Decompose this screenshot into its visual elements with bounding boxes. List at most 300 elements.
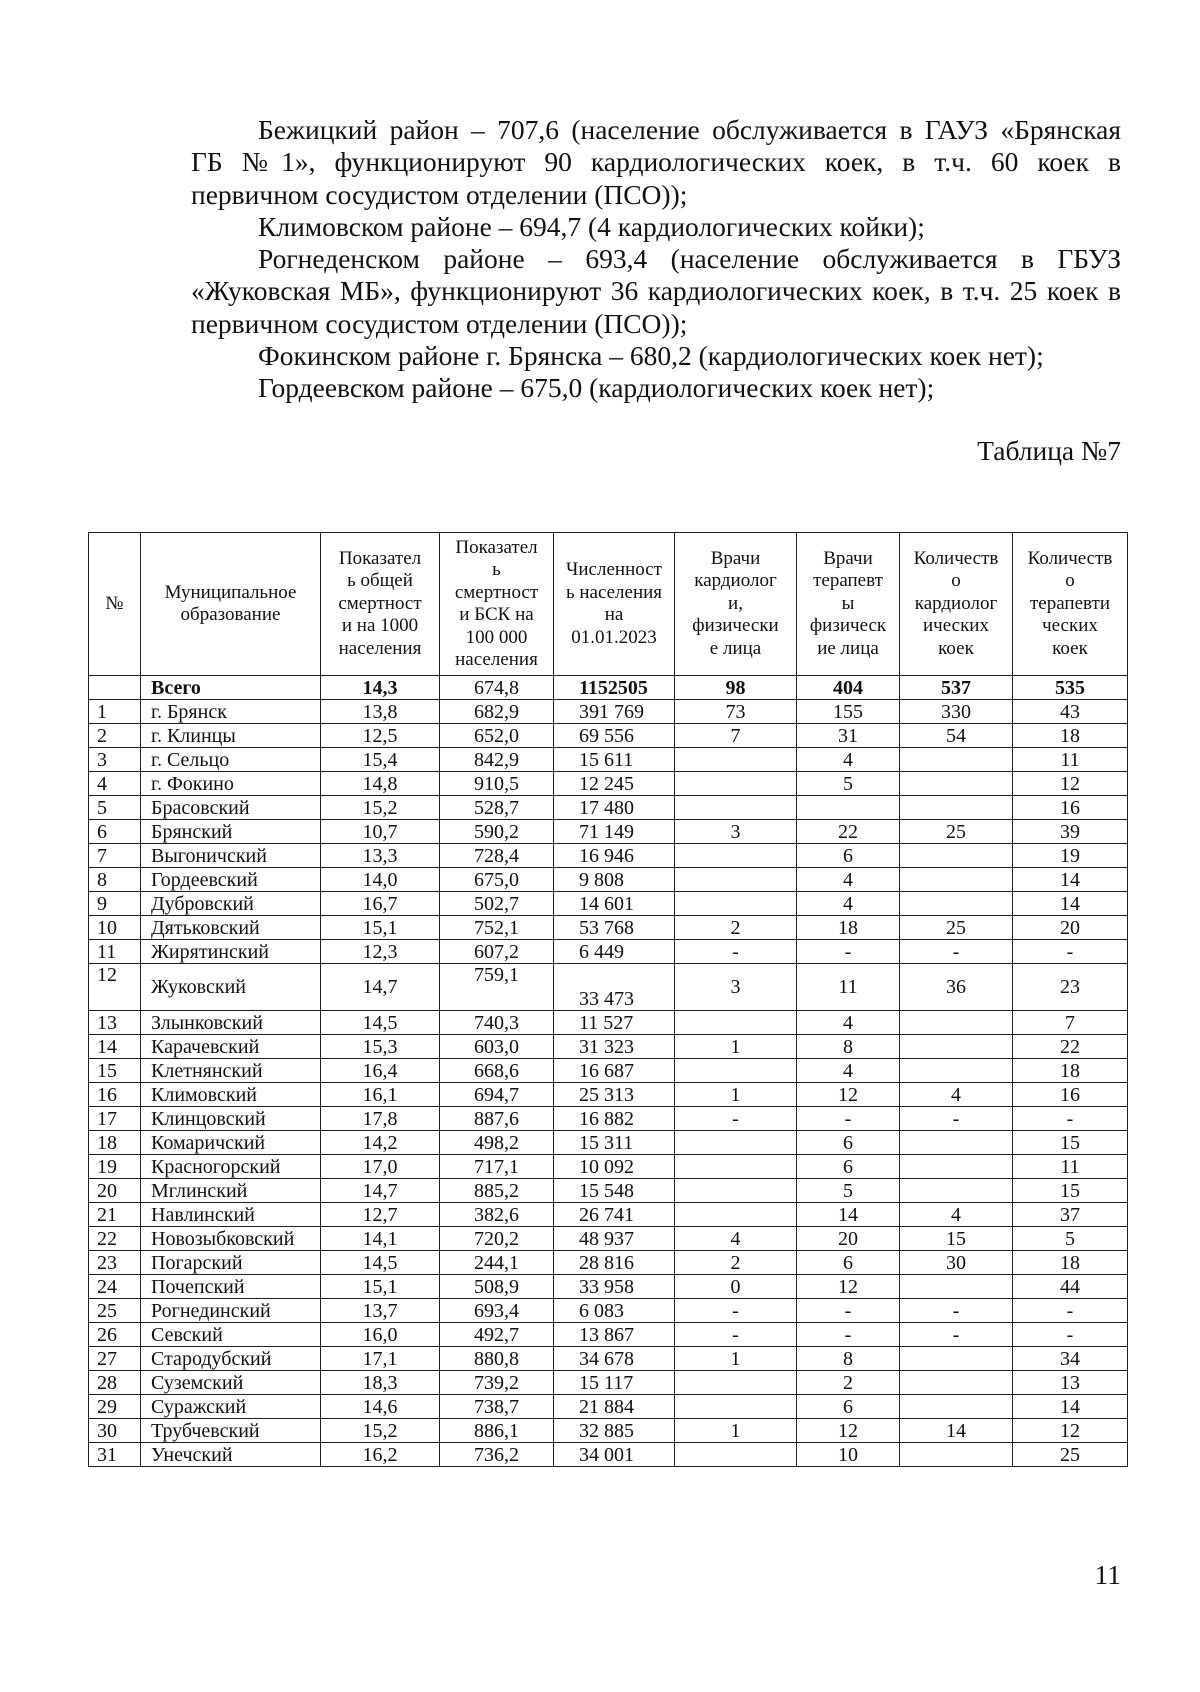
header-line: кардиолог	[914, 592, 998, 614]
cell-municipality: Злынковский	[141, 1011, 321, 1035]
text-line: Бежицкий район – 707,6 (население обслуживается в ГАУЗ «Брянская	[258, 114, 1121, 145]
cell-bsk-mortality-rate: 752,1	[440, 916, 554, 940]
cell-bsk-mortality-rate: 886,1	[440, 1419, 554, 1443]
cell-therapists: 6	[797, 1395, 900, 1419]
cell-therapy-beds: 22	[1013, 1035, 1128, 1059]
text-line: Фокинском районе г. Брянска – 680,2 (кардиологических коек нет);	[258, 339, 1044, 371]
cell-bsk-mortality-rate: 880,8	[440, 1347, 554, 1371]
cell-cardiologists: 7	[675, 724, 797, 748]
cell-bsk-mortality-rate: 674,8	[440, 676, 554, 700]
cell-population: 6 083	[554, 1299, 675, 1323]
cell-number: 29	[89, 1395, 141, 1419]
header-therapy-beds	[1013, 533, 1128, 676]
cell-population: 6 449	[554, 940, 675, 964]
cell-total-mortality-rate: 16,4	[321, 1059, 440, 1083]
cell-cardiologists: 0	[675, 1275, 797, 1299]
cell-number: 19	[89, 1155, 141, 1179]
cell-number: 31	[89, 1443, 141, 1467]
cell-therapists: 4	[797, 748, 900, 772]
cell-bsk-mortality-rate: 736,2	[440, 1443, 554, 1467]
cell-therapy-beds: 44	[1013, 1275, 1128, 1299]
cell-cardiologists	[675, 1155, 797, 1179]
data-table	[88, 532, 1128, 1467]
cell-bsk-mortality-rate: 590,2	[440, 820, 554, 844]
header-line: Врачи	[823, 547, 873, 569]
cell-number: 27	[89, 1347, 141, 1371]
cell-population: 33 958	[554, 1275, 675, 1299]
cell-cardiologists	[675, 748, 797, 772]
cell-therapy-beds: 23	[1013, 964, 1128, 1011]
cell-population: 15 611	[554, 748, 675, 772]
table-row	[89, 820, 1128, 844]
cell-total-mortality-rate: 13,8	[321, 700, 440, 724]
cell-bsk-mortality-rate: 694,7	[440, 1083, 554, 1107]
cell-municipality: Унечский	[141, 1443, 321, 1467]
cell-therapy-beds: 12	[1013, 772, 1128, 796]
cell-therapy-beds: 14	[1013, 868, 1128, 892]
cell-population: 26 741	[554, 1203, 675, 1227]
cell-cardiologists: 98	[675, 676, 797, 700]
cell-population: 15 311	[554, 1131, 675, 1155]
table-row	[89, 1227, 1128, 1251]
table-row	[89, 1083, 1128, 1107]
cell-number: 17	[89, 1107, 141, 1131]
table-row	[89, 1347, 1128, 1371]
cell-therapy-beds: 5	[1013, 1227, 1128, 1251]
cell-population: 25 313	[554, 1083, 675, 1107]
cell-municipality: г. Брянск	[141, 700, 321, 724]
table-row	[89, 1275, 1128, 1299]
table-row	[89, 892, 1128, 916]
cell-therapists: -	[797, 1107, 900, 1131]
cell-bsk-mortality-rate: 842,9	[440, 748, 554, 772]
cell-bsk-mortality-rate: 720,2	[440, 1227, 554, 1251]
table-row	[89, 1011, 1128, 1035]
table-row	[89, 1155, 1128, 1179]
cell-therapists: 22	[797, 820, 900, 844]
cell-total-mortality-rate: 15,2	[321, 1419, 440, 1443]
cell-population: 16 687	[554, 1059, 675, 1083]
cell-municipality: Климовский	[141, 1083, 321, 1107]
cell-therapists: 4	[797, 892, 900, 916]
header-line: 01.01.2023	[571, 626, 657, 648]
cell-number: 16	[89, 1083, 141, 1107]
cell-cardiologists: 2	[675, 916, 797, 940]
cell-bsk-mortality-rate: 607,2	[440, 940, 554, 964]
cell-number: 30	[89, 1419, 141, 1443]
cell-total-mortality-rate: 12,5	[321, 724, 440, 748]
cell-total-mortality-rate: 17,1	[321, 1347, 440, 1371]
cell-therapy-beds: 16	[1013, 796, 1128, 820]
cell-cardiology-beds	[900, 868, 1013, 892]
cell-municipality: Навлинский	[141, 1203, 321, 1227]
cell-bsk-mortality-rate: 668,6	[440, 1059, 554, 1083]
cell-total-mortality-rate: 18,3	[321, 1371, 440, 1395]
header-therapists	[797, 533, 900, 676]
cell-municipality: Жуковский	[141, 964, 321, 1011]
cell-cardiologists: -	[675, 1107, 797, 1131]
cell-population: 34 001	[554, 1443, 675, 1467]
cell-population: 9 808	[554, 868, 675, 892]
cell-cardiologists	[675, 1179, 797, 1203]
cell-cardiologists: 4	[675, 1227, 797, 1251]
cell-municipality: Новозыбковский	[141, 1227, 321, 1251]
cell-number: 21	[89, 1203, 141, 1227]
header-line: о	[951, 570, 961, 592]
cell-population: 15 117	[554, 1371, 675, 1395]
cell-bsk-mortality-rate: 739,2	[440, 1371, 554, 1395]
cell-cardiologists: -	[675, 1299, 797, 1323]
cell-number: 4	[89, 772, 141, 796]
table-header-row	[89, 533, 1128, 676]
cell-cardiology-beds: 25	[900, 916, 1013, 940]
cell-number: 7	[89, 844, 141, 868]
header-line: ие лица	[817, 637, 879, 659]
header-line: и БСК на	[459, 604, 534, 625]
cell-cardiology-beds: 30	[900, 1251, 1013, 1275]
cell-cardiologists: 3	[675, 820, 797, 844]
cell-total-mortality-rate: 14,0	[321, 868, 440, 892]
header-line: населения	[338, 637, 422, 659]
cell-total-mortality-rate: 15,2	[321, 796, 440, 820]
cell-population: 16 946	[554, 844, 675, 868]
cell-bsk-mortality-rate: 885,2	[440, 1179, 554, 1203]
cell-therapists: 155	[797, 700, 900, 724]
cell-cardiology-beds	[900, 1155, 1013, 1179]
cell-municipality: г. Фокино	[141, 772, 321, 796]
cell-bsk-mortality-rate: 502,7	[440, 892, 554, 916]
cell-municipality: Севский	[141, 1323, 321, 1347]
cell-therapists: 6	[797, 844, 900, 868]
cell-bsk-mortality-rate: 508,9	[440, 1275, 554, 1299]
table-row	[89, 772, 1128, 796]
cell-cardiology-beds	[900, 1131, 1013, 1155]
cell-therapists: 31	[797, 724, 900, 748]
cell-municipality: Гордеевский	[141, 868, 321, 892]
cell-population: 10 092	[554, 1155, 675, 1179]
text-line: первичном сосудистом отделении (ПСО));	[191, 307, 688, 339]
cell-cardiologists	[675, 1203, 797, 1227]
header-line: Количеств	[1027, 547, 1113, 569]
cell-municipality: г. Клинцы	[141, 724, 321, 748]
cell-cardiology-beds: 537	[900, 676, 1013, 700]
cell-therapy-beds: 18	[1013, 724, 1128, 748]
header-bsk-mortality-rate	[440, 533, 554, 676]
page-number: 11	[1094, 1559, 1121, 1590]
cell-therapy-beds: 15	[1013, 1131, 1128, 1155]
cell-total-mortality-rate: 17,8	[321, 1107, 440, 1131]
text-line: Климовском районе – 694,7 (4 кардиологических койки);	[258, 210, 925, 242]
table-row	[89, 1059, 1128, 1083]
cell-number: 14	[89, 1035, 141, 1059]
table-row	[89, 1131, 1128, 1155]
cell-number: 15	[89, 1059, 141, 1083]
cell-population: 34 678	[554, 1347, 675, 1371]
table-header	[89, 533, 1128, 676]
table-row	[89, 724, 1128, 748]
header-line: Показател	[338, 547, 422, 569]
cell-therapy-beds: 11	[1013, 1155, 1128, 1179]
table-row	[89, 1107, 1128, 1131]
cell-therapists: 4	[797, 1011, 900, 1035]
table-row	[89, 964, 1128, 1011]
cell-cardiologists: 1	[675, 1083, 797, 1107]
cell-bsk-mortality-rate: 528,7	[440, 796, 554, 820]
cell-population: 14 601	[554, 892, 675, 916]
cell-cardiology-beds	[900, 748, 1013, 772]
cell-population: 13 867	[554, 1323, 675, 1347]
cell-therapy-beds: 13	[1013, 1371, 1128, 1395]
cell-therapists: 6	[797, 1155, 900, 1179]
cell-bsk-mortality-rate: 728,4	[440, 844, 554, 868]
cell-bsk-mortality-rate: 738,7	[440, 1395, 554, 1419]
table-row	[89, 1323, 1128, 1347]
cell-therapy-beds: -	[1013, 940, 1128, 964]
cell-total-mortality-rate: 14,1	[321, 1227, 440, 1251]
cell-therapy-beds: 34	[1013, 1347, 1128, 1371]
cell-cardiologists	[675, 1443, 797, 1467]
cell-cardiology-beds: -	[900, 940, 1013, 964]
cell-population: 16 882	[554, 1107, 675, 1131]
cell-population: 48 937	[554, 1227, 675, 1251]
cell-municipality: Погарский	[141, 1251, 321, 1275]
cell-population: 17 480	[554, 796, 675, 820]
cell-number: 10	[89, 916, 141, 940]
cell-bsk-mortality-rate: 717,1	[440, 1155, 554, 1179]
cell-population: 71 149	[554, 820, 675, 844]
cell-total-mortality-rate: 16,1	[321, 1083, 440, 1107]
cell-cardiology-beds: -	[900, 1323, 1013, 1347]
cell-cardiology-beds: 4	[900, 1083, 1013, 1107]
cell-therapists: 4	[797, 868, 900, 892]
cell-therapy-beds: 12	[1013, 1419, 1128, 1443]
cell-cardiology-beds: 36	[900, 964, 1013, 1011]
cell-total-mortality-rate: 14,8	[321, 772, 440, 796]
cell-cardiology-beds: 25	[900, 820, 1013, 844]
cell-therapists	[797, 796, 900, 820]
cell-cardiology-beds	[900, 892, 1013, 916]
header-line: Муниципальное	[164, 581, 297, 603]
cell-municipality: г. Сельцо	[141, 748, 321, 772]
header-line: ы	[841, 592, 855, 614]
cell-bsk-mortality-rate: 498,2	[440, 1131, 554, 1155]
cell-bsk-mortality-rate: 603,0	[440, 1035, 554, 1059]
cell-bsk-mortality-rate: 693,4	[440, 1299, 554, 1323]
header-municipality	[141, 533, 321, 676]
header-line: на	[604, 604, 624, 625]
cell-number: 20	[89, 1179, 141, 1203]
cell-bsk-mortality-rate: 244,1	[440, 1251, 554, 1275]
cell-number: 25	[89, 1299, 141, 1323]
cell-therapists: 2	[797, 1371, 900, 1395]
header-population	[554, 533, 675, 676]
cell-municipality: Выгоничский	[141, 844, 321, 868]
header-line: Врачи	[710, 547, 761, 569]
text-line: первичном сосудистом отделении (ПСО));	[191, 178, 688, 210]
cell-total-mortality-rate: 15,3	[321, 1035, 440, 1059]
cell-population: 69 556	[554, 724, 675, 748]
cell-therapists: 5	[797, 772, 900, 796]
cell-cardiology-beds	[900, 1395, 1013, 1419]
cell-municipality: Мглинский	[141, 1179, 321, 1203]
cell-population: 33 473	[554, 964, 675, 1011]
header-line: 100 000	[465, 626, 528, 648]
cell-total-mortality-rate: 14,7	[321, 1179, 440, 1203]
cell-therapy-beds: 39	[1013, 820, 1128, 844]
header-line: терапевти	[1030, 592, 1110, 614]
cell-cardiologists	[675, 796, 797, 820]
header-line: ь населения	[565, 581, 663, 603]
cell-cardiologists: 1	[675, 1347, 797, 1371]
header-line: смертност	[454, 581, 539, 603]
cell-municipality: Суземский	[141, 1371, 321, 1395]
table-row	[89, 1299, 1128, 1323]
cell-therapists: -	[797, 1323, 900, 1347]
cell-population: 53 768	[554, 916, 675, 940]
cell-cardiology-beds	[900, 1035, 1013, 1059]
cell-therapy-beds: 16	[1013, 1083, 1128, 1107]
cell-cardiologists: -	[675, 1323, 797, 1347]
paragraph-fokino	[191, 340, 1121, 372]
cell-therapy-beds: 14	[1013, 1395, 1128, 1419]
table-row	[89, 796, 1128, 820]
paragraph-klimovo	[191, 211, 1121, 243]
cell-municipality: Дятьковский	[141, 916, 321, 940]
header-line: Численност	[566, 559, 662, 580]
paragraph-bezhitsky	[191, 114, 1121, 211]
cell-population: 11 527	[554, 1011, 675, 1035]
cell-population: 21 884	[554, 1395, 675, 1419]
cell-number: 3	[89, 748, 141, 772]
cell-bsk-mortality-rate: 740,3	[440, 1011, 554, 1035]
cell-therapy-beds: 18	[1013, 1059, 1128, 1083]
table-row	[89, 868, 1128, 892]
cell-therapy-beds: 7	[1013, 1011, 1128, 1035]
cell-cardiologists	[675, 1131, 797, 1155]
cell-cardiology-beds	[900, 1275, 1013, 1299]
cell-therapists: 6	[797, 1251, 900, 1275]
header-line: о	[1065, 570, 1075, 592]
cell-cardiologists	[675, 772, 797, 796]
cell-municipality: Брянский	[141, 820, 321, 844]
cell-municipality: Стародубский	[141, 1347, 321, 1371]
cell-total-mortality-rate: 14,6	[321, 1395, 440, 1419]
header-line: ь	[492, 559, 501, 580]
cell-number: 23	[89, 1251, 141, 1275]
cell-cardiology-beds	[900, 1347, 1013, 1371]
cell-municipality: Клинцовский	[141, 1107, 321, 1131]
cell-cardiologists	[675, 892, 797, 916]
cell-cardiology-beds: 15	[900, 1227, 1013, 1251]
cell-total-mortality-rate: 15,1	[321, 916, 440, 940]
cell-therapists: 11	[797, 964, 900, 1011]
cell-municipality: Рогнединский	[141, 1299, 321, 1323]
cell-number	[89, 676, 141, 700]
cell-cardiology-beds: 4	[900, 1203, 1013, 1227]
table-body	[89, 676, 1128, 1467]
table-row	[89, 1035, 1128, 1059]
cell-municipality: Трубчевский	[141, 1419, 321, 1443]
header-line: физически	[692, 615, 779, 637]
cell-total-mortality-rate: 10,7	[321, 820, 440, 844]
text-line: «Жуковская МБ», функционируют 36 кардиологических коек, в т.ч. 25 коек в	[191, 275, 1121, 307]
cell-cardiologists	[675, 1371, 797, 1395]
header-cardiology-beds	[900, 533, 1013, 676]
cell-population: 31 323	[554, 1035, 675, 1059]
header-line: терапевт	[813, 570, 883, 592]
cell-therapy-beds: 14	[1013, 892, 1128, 916]
table-row	[89, 1419, 1128, 1443]
cell-number: 18	[89, 1131, 141, 1155]
cell-number: 9	[89, 892, 141, 916]
cell-cardiology-beds	[900, 844, 1013, 868]
table-row	[89, 844, 1128, 868]
header-line: №	[105, 592, 124, 614]
cell-total-mortality-rate: 14,5	[321, 1011, 440, 1035]
cell-cardiologists: 1	[675, 1035, 797, 1059]
cell-cardiologists: 73	[675, 700, 797, 724]
cell-therapy-beds: 535	[1013, 676, 1128, 700]
cell-number: 26	[89, 1323, 141, 1347]
cell-total-mortality-rate: 16,2	[321, 1443, 440, 1467]
cell-cardiology-beds: -	[900, 1299, 1013, 1323]
table-row	[89, 1179, 1128, 1203]
header-line: Количеств	[913, 547, 999, 569]
cell-therapy-beds: -	[1013, 1323, 1128, 1347]
cell-number: 22	[89, 1227, 141, 1251]
cell-cardiology-beds	[900, 1011, 1013, 1035]
cell-total-mortality-rate: 13,7	[321, 1299, 440, 1323]
cell-therapists: 8	[797, 1035, 900, 1059]
cell-number: 5	[89, 796, 141, 820]
cell-total-mortality-rate: 12,3	[321, 940, 440, 964]
cell-total-mortality-rate: 14,7	[321, 964, 440, 1011]
header-line: ь общей	[347, 570, 413, 592]
cell-municipality: Всего	[141, 676, 321, 700]
header-line: образование	[180, 604, 281, 625]
cell-cardiologists: 3	[675, 964, 797, 1011]
cell-number: 6	[89, 820, 141, 844]
cell-cardiology-beds	[900, 796, 1013, 820]
header-line: кардиолог	[694, 570, 777, 592]
table-row	[89, 916, 1128, 940]
cell-cardiology-beds: -	[900, 1107, 1013, 1131]
cell-total-mortality-rate: 14,5	[321, 1251, 440, 1275]
cell-bsk-mortality-rate: 682,9	[440, 700, 554, 724]
cell-population: 391 769	[554, 700, 675, 724]
cell-bsk-mortality-rate: 382,6	[440, 1203, 554, 1227]
text-line: ГБ №1», функционируют 90 кардиологических коек, в т.ч. 60 коек в	[191, 146, 1121, 178]
table-row	[89, 748, 1128, 772]
table-row	[89, 940, 1128, 964]
cell-total-mortality-rate: 12,7	[321, 1203, 440, 1227]
cell-cardiologists	[675, 844, 797, 868]
cell-municipality: Брасовский	[141, 796, 321, 820]
cell-therapy-beds: 19	[1013, 844, 1128, 868]
cell-bsk-mortality-rate: 887,6	[440, 1107, 554, 1131]
table-row	[89, 1395, 1128, 1419]
cell-therapists: 6	[797, 1131, 900, 1155]
cell-number: 12	[89, 964, 141, 1011]
table-total-row	[89, 676, 1128, 700]
cell-total-mortality-rate: 15,4	[321, 748, 440, 772]
paragraph-rognedino	[191, 243, 1121, 340]
cell-therapists: 12	[797, 1083, 900, 1107]
cell-cardiologists: 2	[675, 1251, 797, 1275]
header-line: населения	[455, 649, 538, 670]
cell-bsk-mortality-rate: 675,0	[440, 868, 554, 892]
cell-municipality: Жирятинский	[141, 940, 321, 964]
